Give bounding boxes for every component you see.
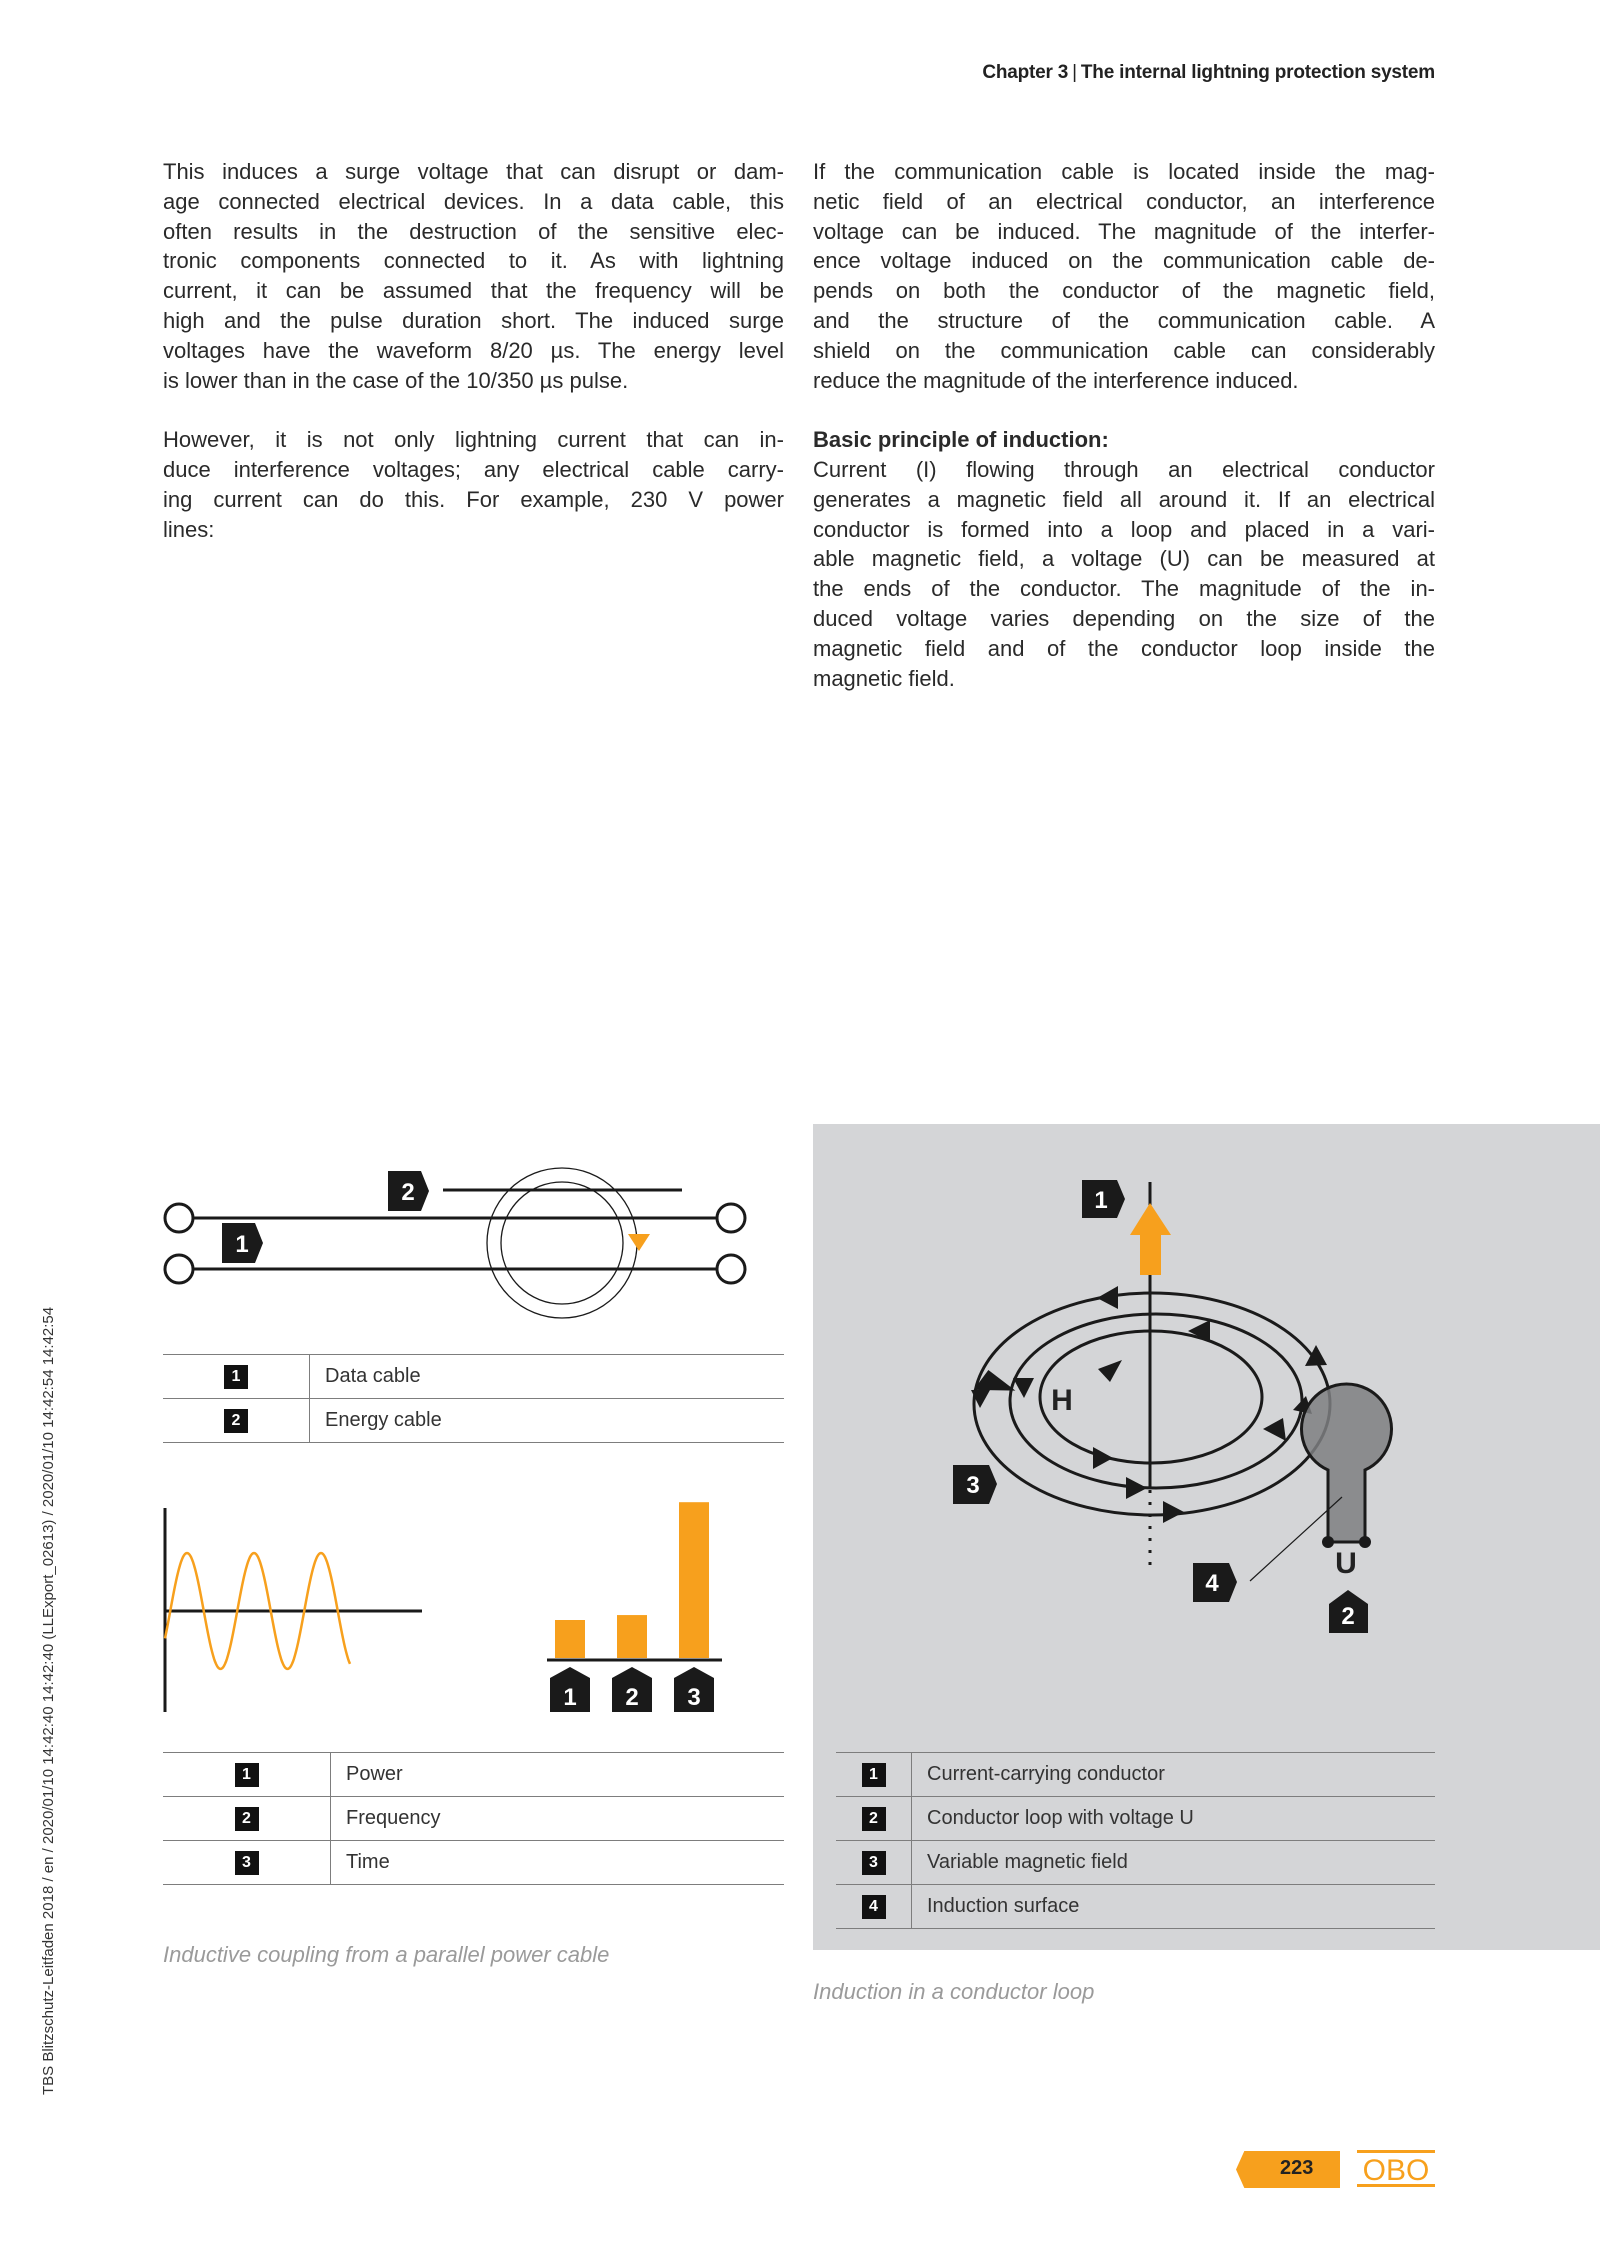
table-row [163,1355,784,1399]
text-line: If the communication cable is located inside the mag- [813,159,1435,184]
legend-text: Data cable [310,1355,785,1399]
terminal-icon [165,1255,193,1283]
text-line: magnetic field and of the conductor loop inside the [813,635,1435,661]
text-line: high and the pulse duration short. The induced surge [163,307,784,333]
figure-caption-left: Inductive coupling from a parallel power cable [163,1942,610,1967]
text-line: lines: [163,516,215,542]
legend-number: 3 [862,1851,886,1875]
waveform-graph [165,1508,422,1712]
text-line: ence voltage induced on the communication cable de- [813,248,1435,274]
legend-text: Variable magnetic field [912,1841,1436,1885]
figure-caption-right: Induction in a conductor loop [813,1979,1095,2004]
table-row [163,1753,784,1797]
callout-label: 2 [1341,1603,1355,1630]
table-row [836,1797,1435,1841]
table-row [163,1399,784,1443]
legend-text: Current-carrying conductor [912,1753,1436,1797]
text-line: shield on the communication cable can considerably [813,337,1435,363]
legend-table-graph [163,1752,784,1885]
text-line: ing current can do this. For example, 230 V power [163,486,784,512]
bar [555,1620,585,1658]
voltage-symbol: U [1335,1547,1357,1580]
parallel-cable-diagram [165,1168,745,1318]
text-line: duce interference voltages; any electrical cable carry- [163,456,784,482]
text-line: magnetic field. [813,665,955,691]
legend-number: 1 [235,1763,259,1787]
text-line: age connected electrical devices. In a data cable, this [163,188,784,214]
loop-terminal-icon [1322,1536,1334,1548]
legend-number: 2 [224,1409,248,1433]
legend-text: Induction surface [912,1885,1436,1929]
induction-loop-diagram [953,1180,1392,1633]
legend-number: 1 [224,1365,248,1389]
text-line: tronic components connected to it. As with lightning [163,248,784,274]
table-row [163,1841,784,1885]
bar-label: 3 [687,1684,701,1711]
legend-text: Power [331,1753,785,1797]
text-line: This induces a surge voltage that can disrupt or dam- [163,159,784,184]
terminal-icon [717,1255,745,1283]
chapter-title: The internal lightning protection system [1080,62,1435,83]
legend-text: Time [331,1841,785,1885]
text-line: Current (I) flowing through an electrical conductor [813,456,1435,482]
text-line: duced voltage varies depending on the size of the [813,605,1435,631]
text-line: netic field of an electrical conductor, an interference [813,188,1435,214]
legend-number: 4 [862,1895,886,1919]
field-ring [501,1182,623,1304]
callout-label: 4 [1205,1570,1219,1597]
legend-number: 3 [235,1851,259,1875]
print-metadata-sidebar: TBS Blitzschutz-Leitfaden 2018 / en / 2020/01/10 14:42:40 14:42:40 (LLExport_02613) / 2020/01/10 14:42:54 14:42:54 [40,1306,57,2095]
legend-number: 2 [235,1807,259,1831]
field-symbol: H [1051,1384,1073,1417]
text-line: able magnetic field, a voltage (U) can be measured at [813,546,1435,572]
legend-table-induction [836,1752,1435,1929]
bar [679,1502,709,1658]
text-line: voltages have the waveform 8/20 µs. The energy level [163,337,784,363]
terminal-icon [717,1204,745,1232]
text-line: conductor is formed into a loop and placed in a vari- [813,516,1435,542]
header-separator: | [1072,62,1077,83]
text-line: pends on both the conductor of the magnetic field, [813,278,1435,304]
callout-label: 1 [1094,1187,1108,1214]
field-direction-arrow-icon [628,1234,650,1251]
legend-text: Energy cable [310,1399,785,1443]
legend-number: 1 [862,1763,886,1787]
conductor-loop [1301,1384,1391,1542]
text-line: However, it is not only lightning current that can in- [163,427,784,453]
terminal-icon [165,1204,193,1232]
table-row [836,1885,1435,1929]
text-line: often results in the destruction of the sensitive elec- [163,218,784,244]
legend-table-cables [163,1354,784,1443]
logo-text: OBO [1362,2154,1430,2187]
loop-terminal-icon [1359,1536,1371,1548]
text-line: voltage can be induced. The magnitude of the interfer- [813,218,1435,244]
legend-text: Conductor loop with voltage U [912,1797,1436,1841]
table-row [836,1753,1435,1797]
callout-label: 1 [235,1231,249,1258]
bar-label: 1 [563,1684,577,1711]
bar [617,1615,647,1658]
text-line: is lower than in the case of the 10/350 µs pulse. [163,367,629,393]
bar-graph [547,1502,722,1712]
chapter-label: Chapter 3 [982,62,1069,83]
obo-logo [1357,2150,1435,2187]
callout-label: 2 [401,1179,415,1206]
legend-number: 2 [862,1807,886,1831]
current-arrow-icon [1130,1203,1171,1235]
text-line: reduce the magnitude of the interference induced. [813,367,1299,393]
page-number: 223 [1280,2157,1314,2179]
table-row [836,1841,1435,1885]
subheading: Basic principle of induction: [813,427,1109,453]
bar-label: 2 [625,1684,639,1711]
text-line: and the structure of the communication cable. A [813,307,1435,333]
legend-text: Frequency [331,1797,785,1841]
text-line: current, it can be assumed that the frequency will be [163,278,784,304]
callout-label: 3 [966,1472,980,1499]
table-row [163,1797,784,1841]
text-line: generates a magnetic field all around it. If an electrical [813,486,1435,512]
text-line: the ends of the conductor. The magnitude of the in- [813,576,1435,602]
